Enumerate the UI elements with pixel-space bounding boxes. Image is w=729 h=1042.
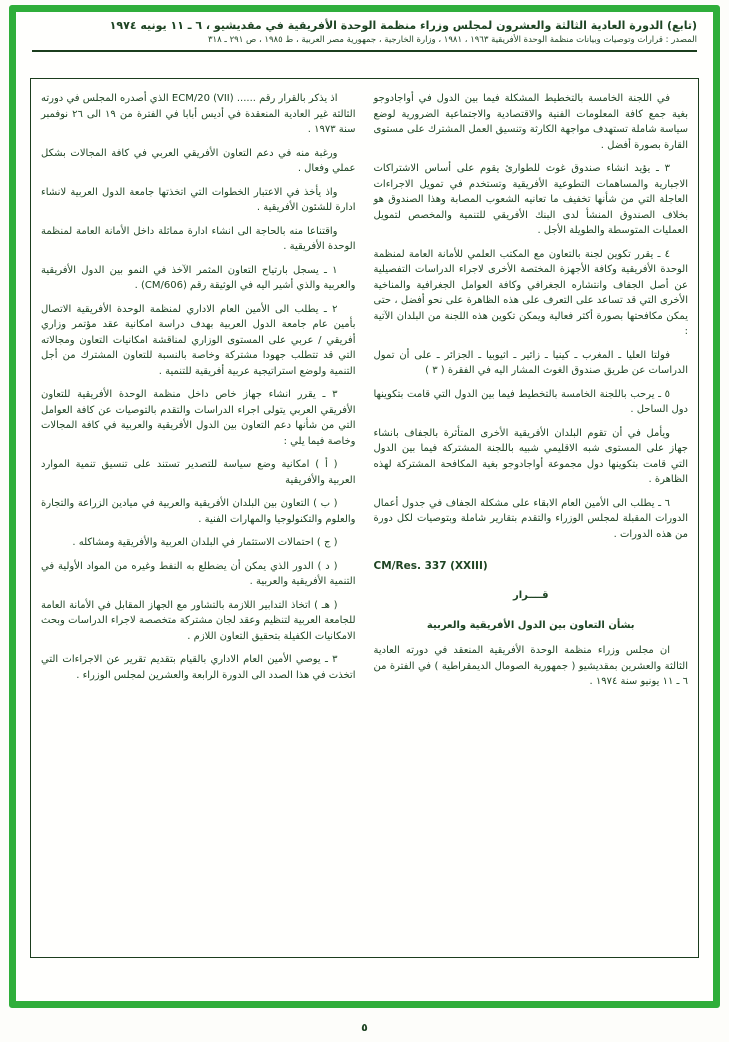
document-header xyxy=(16,12,713,52)
paragraph: واقتناعا منه بالحاجة الى انشاء ادارة مماثلة داخل الأمانة العامة لمنظمة الوحدة الأفريقية . xyxy=(41,225,356,252)
paragraph: ٥ ـ يرحب باللجنة الخامسة بالتخطيط فيما بين الدول التي قامت بتكوينها دول الساحل . xyxy=(373,388,688,415)
paragraph: ٣ ـ يقرر انشاء جهاز خاص داخل منظمة الوحدة الأفريقية للتعاون الأفريقي العربي يتولى اجراء الدراسات والتقدم بالتوصيات عن كافة العوامل التي من شأنها دعم التعاون بين الدول الأفريقية والعربية في كافة المجالات وخاصة فيما يلي : xyxy=(41,389,356,447)
paragraph: ورغبة منه في دعم التعاون الأفريقي العربي في كافة المجالات بشكل عملي وفعال . xyxy=(41,147,356,174)
paragraph: اذ يذكر بالقرار رقم ...... (ECM/20 (VII الذي أصدره المجلس في دورته الثالثة غير العادية المنعقدة في أديس أبابا في الفترة من ١٩ الى ٢٦ نوفمبر سنة ١٩٧٣ . xyxy=(41,93,356,135)
header-divider xyxy=(32,50,697,52)
paragraph: ( ج ) احتمالات الاستثمار في البلدان العربية والأفريقية ومشاكله . xyxy=(72,537,338,548)
right-column xyxy=(374,91,689,943)
page-number: ٥ xyxy=(361,1021,368,1034)
paragraph: ( هـ ) اتخاذ التدابير اللازمة بالتشاور مع الجهاز المقابل في الأمانة العامة للجامعة العربية لتنظيم وعقد لجان مشتركة متخصصة لاجراء الدراسات وبحث الامكانيات الكفيلة بتحقيق التعاون اللازم . xyxy=(41,599,356,642)
paragraph: ( ب ) التعاون بين البلدان الأفريقية والعربية في ميادين الزراعة والتجارة والعلوم والتكنولوجيا والمهارات الفنية . xyxy=(41,498,356,525)
paragraph: في اللجنة الخامسة بالتخطيط المشكلة فيما بين الدول في أواجادوجو بغية جمع كافة المعلومات الفنية والاقتصادية والاجتماعية الضرورية لوضع سياسة شاملة تستهدف مواجهة الكارثة وتنسيق العمل المشترك على مستوى القارة بصورة أفضل . xyxy=(373,93,688,151)
paragraph: بشأن التعاون بين الدول الأفريقية والعربية xyxy=(426,619,635,631)
paragraph: ٢ ـ يطلب الى الأمين العام الاداري لمنظمة الوحدة الأفريقية الاتصال بأمين عام جامعة الدول العربية بهدف دراسة امكانية عقد مؤتمر وزاري أفريقي / عربي على المستوى الوزاري لمناقشة امكانيات التعاون ومجالاته التي قد تتطلب جهودا مشتركة وخاصة بالنسبة للتعاون المشترك من أجل التنمية ولوضع استراتيجية عربية أفريقية للتنمية . xyxy=(41,303,356,377)
paragraph: ٦ ـ يطلب الى الأمين العام الابقاء على مشكلة الجفاف في جدول أعمال الدورات المقبلة لمجلس الوزراء والتقدم بتقارير شاملة وبتوصيات لكل دورة من هذه الدورات . xyxy=(373,497,688,540)
paragraph: ويأمل في أن تقوم البلدان الأفريقية الأخرى المتأثرة بالجفاف بانشاء جهاز على المستوى شبه الاقليمي شبيه باللجنة المشتركة فيما بين الدول التي قامت بتكوينها دول مجموعة أواجادوجو بغية المكافحة المشتركة لهذه الظاهرة . xyxy=(373,427,688,485)
paragraph: ٣ ـ يوصي الأمين العام الاداري بالقيام بتقديم تقرير عن الاجراءات التي اتخذت في هذا الصدد الى الدورة الرابعة والعشرين لمجلس الوزراء . xyxy=(41,654,356,681)
green-border-frame xyxy=(9,5,720,1008)
paragraph: CM/Res. 337 (XXIII) xyxy=(373,560,488,572)
paragraph: فولتا العليا ـ المغرب ـ كينيا ـ زائير ـ اثيوبيا ـ الجزائر ـ على أن تمول الدراسات عن طريق صندوق الغوث المشار اليه في الفقرة ( ٣ ) xyxy=(373,349,688,376)
paragraph: ٣ ـ يؤيد انشاء صندوق غوث للطوارئ يقوم على أساس الاشتراكات الاجبارية والمساهمات التطوعية الأفريقية وتستخدم في تمويل الاجراءات العاجلة التي من شأنها تخفيف ما تعانيه الشعوب المصابة وهذا الصندوق هو بخلاف الصندوق المنشأ لدى البنك الأفريقي للتنمية والمخصص لتمويل العمليات المتوسطة والطويلة الأجل . xyxy=(373,163,688,236)
paragraph: ( أ ) امكانية وضع سياسة للتصدير تستند على تنسيق تنمية الموارد العربية والأفريقية xyxy=(41,459,356,486)
header-source-line: المصدر : قرارات وتوصيات وبيانات منظمة الوحدة الأفريقية ١٩٦٣ ، ١٩٨١ ، وزارة الخارجية ، جمهورية مصر العربية ، ط ١٩٨٥ ، ص ٢٩١ ـ ٣١٨ xyxy=(207,35,697,45)
paragraph: ان مجلس وزراء منظمة الوحدة الأفريقية المنعقد في دورته العادية الثالثة والعشرين بمقديشيو ( جمهورية الصومال الديمقراطية ) في الفترة من ٦ ـ ١١ يونيو سنة ١٩٧٤ . xyxy=(373,645,688,688)
paragraph: ( د ) الدور الذي يمكن أن يضطلع به النفط وغيره من المواد الأولية في التنمية الأفريقية والعربية . xyxy=(41,560,356,587)
content-box xyxy=(30,78,699,958)
paragraph: ٤ ـ يقرر تكوين لجنة بالتعاون مع المكتب العلمي للأمانة العامة لمنظمة الوحدة الأفريقية وكافة الأجهزة المختصة الأخرى لاجراء الدراسات التفصيلية عن أصل الجفاف وانتشاره الجغرافي وكافة العوامل الجغرافية والمناخية الأخرى التي قد تساعد على التعرف على هذه الظاهرة على نحو أفضل ، حتى يمكن مكافحتها بصورة أكثر فعالية ويمكن تكوين هذه اللجنة من البلدان الآتية : xyxy=(373,248,688,337)
paragraph: واذ يأخذ في الاعتبار الخطوات التي اتخذتها جامعة الدول العربية لانشاء ادارة للشئون الأفريقية . xyxy=(41,186,356,213)
paragraph: قــــرار xyxy=(512,590,549,602)
left-column xyxy=(41,91,356,943)
paragraph: ١ ـ يسجل بارتياح التعاون المثمر الآخذ في النمو بين الدول الأفريقية والعربية والذي أشير اليه في الوثيقة رقم (CM/606) . xyxy=(41,264,356,291)
header-session-title: (تابع) الدورة العادية الثالثة والعشرون لمجلس وزراء منظمة الوحدة الأفريقية في مقديشيو ، ٦ ـ ١١ يونيه ١٩٧٤ xyxy=(109,19,697,32)
